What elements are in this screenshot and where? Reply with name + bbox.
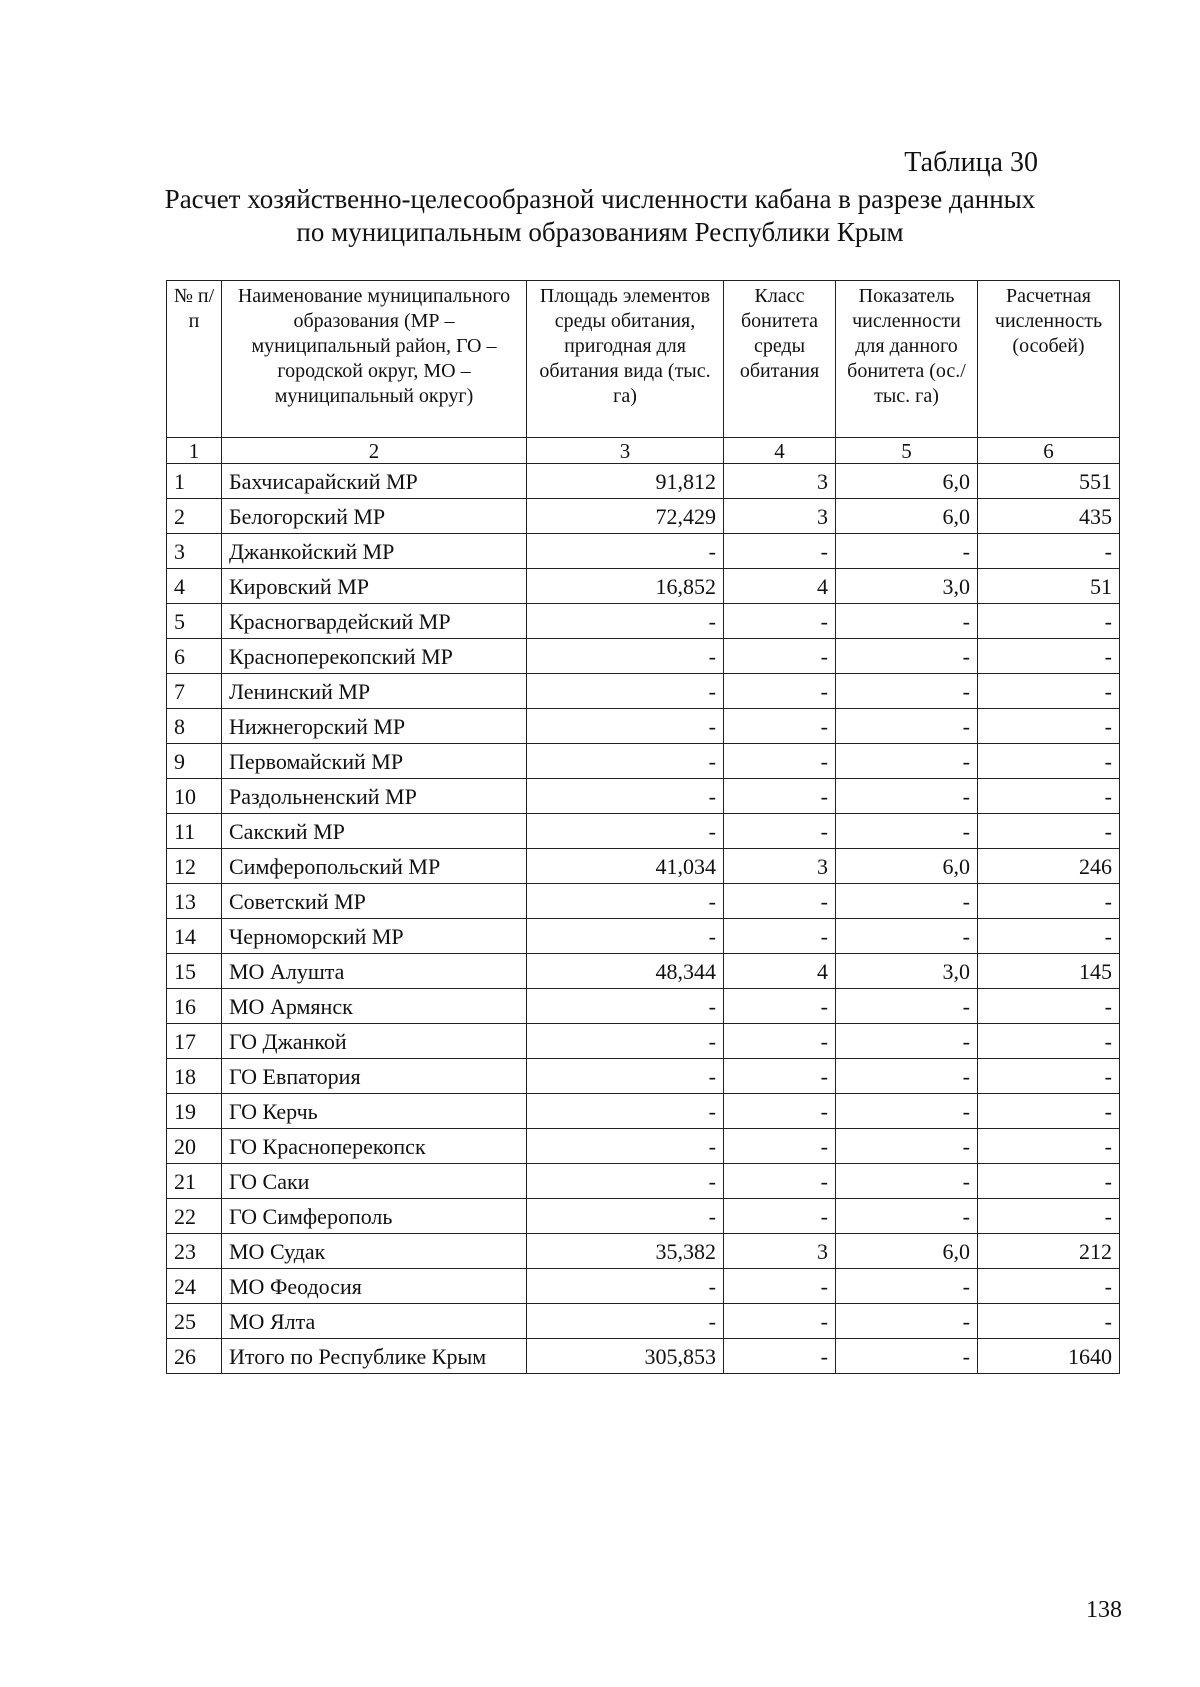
table-row — [167, 604, 1120, 639]
bonitet-class: - — [724, 1094, 836, 1129]
table-row — [167, 1234, 1120, 1269]
header-number: № п/п — [167, 281, 222, 438]
habitat-area: - — [527, 1199, 724, 1234]
municipality-name: Симферопольский МР — [222, 849, 527, 884]
estimated-count: - — [978, 1129, 1120, 1164]
habitat-area: 16,852 — [527, 569, 724, 604]
estimated-count: - — [978, 1024, 1120, 1059]
habitat-area: - — [527, 779, 724, 814]
column-number: 1 — [167, 438, 222, 464]
density-index: - — [836, 709, 978, 744]
habitat-area: 48,344 — [527, 954, 724, 989]
municipality-name: Черноморский МР — [222, 919, 527, 954]
estimated-count: 435 — [978, 499, 1120, 534]
row-number: 11 — [167, 814, 222, 849]
estimated-count: - — [978, 639, 1120, 674]
municipality-name: МО Армянск — [222, 989, 527, 1024]
table-row — [167, 499, 1120, 534]
municipality-name: МО Ялта — [222, 1304, 527, 1339]
table-row — [167, 1164, 1120, 1199]
row-number: 25 — [167, 1304, 222, 1339]
header-area: Площадь элементов среды обитания, пригодная для обитания вида (тыс. га) — [527, 281, 724, 438]
bonitet-class: 4 — [724, 569, 836, 604]
bonitet-class: - — [724, 1164, 836, 1199]
row-number: 9 — [167, 744, 222, 779]
row-number: 22 — [167, 1199, 222, 1234]
table-row — [167, 1059, 1120, 1094]
density-index: - — [836, 884, 978, 919]
table-row — [167, 849, 1120, 884]
municipality-name: Нижнегорский МР — [222, 709, 527, 744]
bonitet-class: 3 — [724, 499, 836, 534]
density-index: 6,0 — [836, 499, 978, 534]
bonitet-class: 3 — [724, 1234, 836, 1269]
habitat-area: - — [527, 709, 724, 744]
table-row — [167, 884, 1120, 919]
bonitet-class: 3 — [724, 464, 836, 499]
bonitet-class: - — [724, 1199, 836, 1234]
page-number: 138 — [1086, 1597, 1122, 1623]
header-estimate: Расчетная численность (особей) — [978, 281, 1120, 438]
row-number: 8 — [167, 709, 222, 744]
estimated-count: - — [978, 534, 1120, 569]
estimated-count: - — [978, 1269, 1120, 1304]
municipality-name: Джанкойский МР — [222, 534, 527, 569]
header-density: Показатель численности для данного бонитета (ос./тыс. га) — [836, 281, 978, 438]
estimated-count: - — [978, 604, 1120, 639]
density-index: - — [836, 639, 978, 674]
table-row — [167, 919, 1120, 954]
estimated-count: - — [978, 744, 1120, 779]
bonitet-class: - — [724, 709, 836, 744]
table-row — [167, 534, 1120, 569]
density-index: - — [836, 744, 978, 779]
municipality-name: Красногвардейский МР — [222, 604, 527, 639]
bonitet-class: 4 — [724, 954, 836, 989]
bonitet-class: - — [724, 779, 836, 814]
header-name: Наименование муниципального образования (МР – муниципальный район, ГО – городской округ, МО – муниципальный округ) — [222, 281, 527, 438]
row-number: 5 — [167, 604, 222, 639]
row-number: 16 — [167, 989, 222, 1024]
estimated-count: - — [978, 674, 1120, 709]
estimated-count: - — [978, 814, 1120, 849]
habitat-area: 72,429 — [527, 499, 724, 534]
municipality-name: Раздольненский МР — [222, 779, 527, 814]
row-number: 2 — [167, 499, 222, 534]
municipality-name: Белогорский МР — [222, 499, 527, 534]
density-index: - — [836, 1304, 978, 1339]
estimated-count: - — [978, 884, 1120, 919]
table-row — [167, 464, 1120, 499]
table-row — [167, 674, 1120, 709]
habitat-area: 305,853 — [527, 1339, 724, 1374]
municipality-name: ГО Саки — [222, 1164, 527, 1199]
habitat-area: - — [527, 674, 724, 709]
table-row — [167, 744, 1120, 779]
bonitet-class: - — [724, 534, 836, 569]
habitat-area: - — [527, 1269, 724, 1304]
density-index: 3,0 — [836, 569, 978, 604]
estimated-count: - — [978, 919, 1120, 954]
bonitet-class: - — [724, 1339, 836, 1374]
row-number: 20 — [167, 1129, 222, 1164]
bonitet-class: - — [724, 1129, 836, 1164]
estimated-count: - — [978, 709, 1120, 744]
density-index: 6,0 — [836, 849, 978, 884]
table-body — [167, 464, 1120, 1374]
habitat-area: - — [527, 744, 724, 779]
column-number: 3 — [527, 438, 724, 464]
column-number: 6 — [978, 438, 1120, 464]
municipality-name: Итого по Республике Крым — [222, 1339, 527, 1374]
title-line-2: по муниципальным образованиям Республики Крым — [296, 217, 904, 247]
density-index: - — [836, 674, 978, 709]
density-index: - — [836, 1269, 978, 1304]
municipality-name: Сакский МР — [222, 814, 527, 849]
habitat-area: - — [527, 604, 724, 639]
bonitet-class: - — [724, 604, 836, 639]
density-index: - — [836, 919, 978, 954]
density-index: 3,0 — [836, 954, 978, 989]
density-index: - — [836, 814, 978, 849]
estimated-count: - — [978, 1059, 1120, 1094]
table-row — [167, 1339, 1120, 1374]
municipality-name: Красноперекопский МР — [222, 639, 527, 674]
municipality-name: Бахчисарайский МР — [222, 464, 527, 499]
table-row — [167, 569, 1120, 604]
row-number: 4 — [167, 569, 222, 604]
habitat-area: - — [527, 814, 724, 849]
bonitet-class: - — [724, 1059, 836, 1094]
habitat-area: 35,382 — [527, 1234, 724, 1269]
row-number: 13 — [167, 884, 222, 919]
density-index: - — [836, 1199, 978, 1234]
habitat-area: - — [527, 1164, 724, 1199]
row-number: 26 — [167, 1339, 222, 1374]
table-row — [167, 639, 1120, 674]
estimated-count: 1640 — [978, 1339, 1120, 1374]
row-number: 17 — [167, 1024, 222, 1059]
bonitet-class: - — [724, 1269, 836, 1304]
estimated-count: 246 — [978, 849, 1120, 884]
column-number: 5 — [836, 438, 978, 464]
row-number: 6 — [167, 639, 222, 674]
bonitet-class: - — [724, 744, 836, 779]
table-row — [167, 814, 1120, 849]
density-index: - — [836, 1339, 978, 1374]
habitat-area: - — [527, 1304, 724, 1339]
row-number: 14 — [167, 919, 222, 954]
habitat-area: - — [527, 884, 724, 919]
municipality-name: ГО Керчь — [222, 1094, 527, 1129]
density-index: - — [836, 779, 978, 814]
bonitet-class: - — [724, 674, 836, 709]
bonitet-class: - — [724, 884, 836, 919]
estimated-count: - — [978, 1164, 1120, 1199]
bonitet-class: - — [724, 989, 836, 1024]
table-row — [167, 1024, 1120, 1059]
municipality-name: ГО Джанкой — [222, 1024, 527, 1059]
density-index: - — [836, 1024, 978, 1059]
table-label: Таблица 30 — [904, 147, 1038, 178]
density-index: - — [836, 604, 978, 639]
bonitet-class: - — [724, 1304, 836, 1339]
habitat-area: 41,034 — [527, 849, 724, 884]
table-row — [167, 1094, 1120, 1129]
habitat-area: - — [527, 534, 724, 569]
title-line-1: Расчет хозяйственно-целесообразной численности кабана в разрезе данных — [164, 184, 1036, 214]
density-index: - — [836, 1164, 978, 1199]
municipality-name: ГО Красноперекопск — [222, 1129, 527, 1164]
municipality-name: ГО Симферополь — [222, 1199, 527, 1234]
header-class: Класс бонитета среды обитания — [724, 281, 836, 438]
row-number: 15 — [167, 954, 222, 989]
municipality-name: МО Судак — [222, 1234, 527, 1269]
row-number: 23 — [167, 1234, 222, 1269]
row-number: 21 — [167, 1164, 222, 1199]
municipality-name: Кировский МР — [222, 569, 527, 604]
estimated-count: - — [978, 1094, 1120, 1129]
habitat-area: - — [527, 1024, 724, 1059]
table-row — [167, 1304, 1120, 1339]
estimated-count: - — [978, 779, 1120, 814]
density-index: - — [836, 989, 978, 1024]
row-number: 7 — [167, 674, 222, 709]
row-number: 19 — [167, 1094, 222, 1129]
table-title — [150, 183, 1050, 249]
bonitet-class: - — [724, 639, 836, 674]
estimated-count: - — [978, 1304, 1120, 1339]
column-number: 4 — [724, 438, 836, 464]
estimated-count: 551 — [978, 464, 1120, 499]
row-number: 10 — [167, 779, 222, 814]
table-row — [167, 989, 1120, 1024]
table-row — [167, 954, 1120, 989]
column-number-row — [167, 438, 1120, 464]
density-index: - — [836, 1059, 978, 1094]
table-row — [167, 1129, 1120, 1164]
table-row — [167, 779, 1120, 814]
density-index: - — [836, 1094, 978, 1129]
density-index: - — [836, 534, 978, 569]
bonitet-class: - — [724, 1024, 836, 1059]
habitat-area: - — [527, 1129, 724, 1164]
row-number: 12 — [167, 849, 222, 884]
municipality-name: Ленинский МР — [222, 674, 527, 709]
municipality-name: МО Алушта — [222, 954, 527, 989]
row-number: 1 — [167, 464, 222, 499]
header-row — [167, 281, 1120, 438]
density-index: 6,0 — [836, 1234, 978, 1269]
habitat-area: - — [527, 1094, 724, 1129]
habitat-area: - — [527, 919, 724, 954]
municipality-name: МО Феодосия — [222, 1269, 527, 1304]
bonitet-class: 3 — [724, 849, 836, 884]
density-index: - — [836, 1129, 978, 1164]
habitat-area: - — [527, 989, 724, 1024]
column-number: 2 — [222, 438, 527, 464]
municipality-name: Первомайский МР — [222, 744, 527, 779]
row-number: 24 — [167, 1269, 222, 1304]
density-index: 6,0 — [836, 464, 978, 499]
estimated-count: 145 — [978, 954, 1120, 989]
row-number: 3 — [167, 534, 222, 569]
bonitet-class: - — [724, 919, 836, 954]
municipality-name: Советский МР — [222, 884, 527, 919]
habitat-area: - — [527, 639, 724, 674]
table-row — [167, 1269, 1120, 1304]
bonitet-class: - — [724, 814, 836, 849]
table-row — [167, 709, 1120, 744]
row-number: 18 — [167, 1059, 222, 1094]
municipality-name: ГО Евпатория — [222, 1059, 527, 1094]
table-row — [167, 1199, 1120, 1234]
habitat-area: - — [527, 1059, 724, 1094]
estimated-count: - — [978, 1199, 1120, 1234]
estimated-count: 212 — [978, 1234, 1120, 1269]
estimated-count: 51 — [978, 569, 1120, 604]
habitat-area: 91,812 — [527, 464, 724, 499]
data-table — [166, 280, 1120, 1374]
estimated-count: - — [978, 989, 1120, 1024]
